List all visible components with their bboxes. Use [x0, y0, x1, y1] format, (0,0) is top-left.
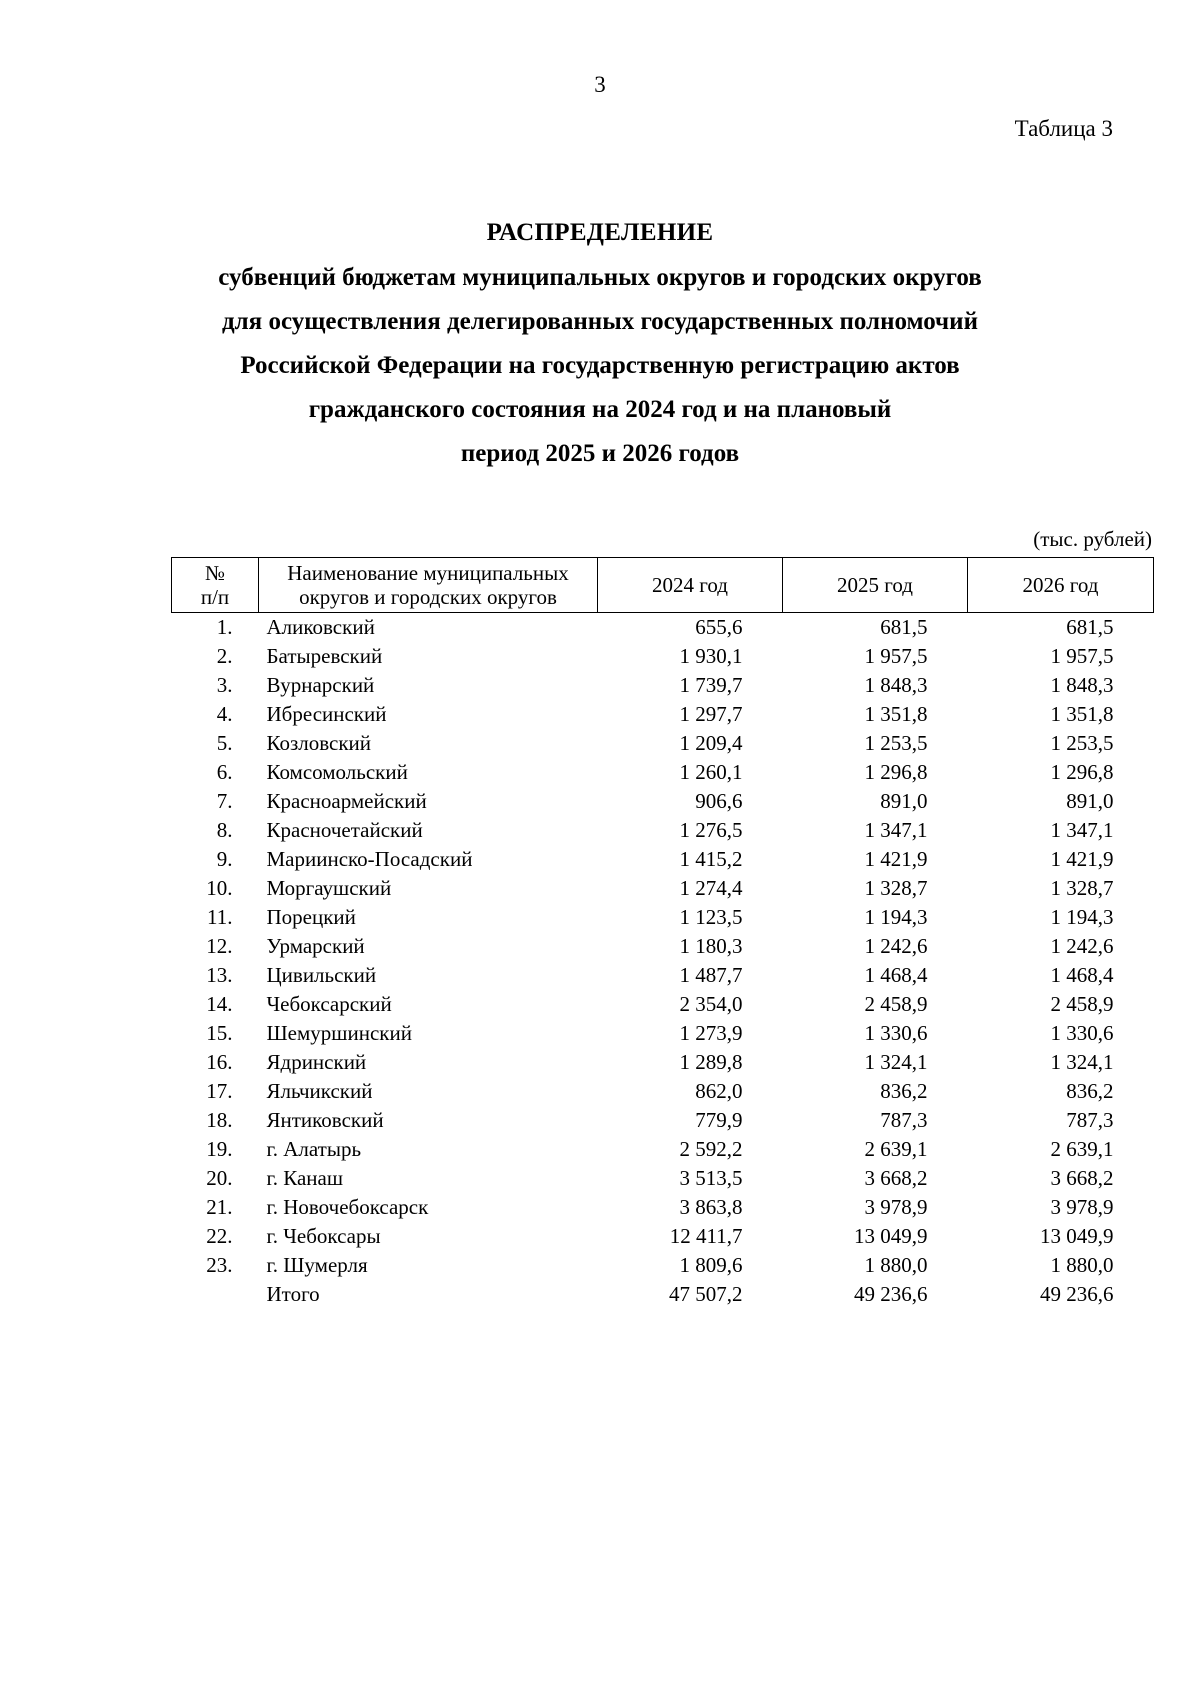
row-name: Порецкий [266, 905, 356, 929]
page-number: 3 [594, 72, 606, 97]
row-value-2026: 891,0 [1066, 789, 1114, 813]
row-value-2026: 1 330,6 [1050, 1021, 1114, 1045]
table-row [172, 729, 1154, 758]
header-name [259, 558, 598, 613]
row-number: 7. [216, 789, 233, 813]
row-value-2026: 49 236,6 [1040, 1282, 1114, 1306]
row-name: Моргаушский [266, 876, 392, 900]
row-value-2026: 787,3 [1066, 1108, 1114, 1132]
table-row [172, 990, 1154, 1019]
row-value-2025: 13 049,9 [854, 1224, 928, 1248]
row-number: 10. [206, 876, 233, 900]
row-value-2026: 1 351,8 [1050, 702, 1114, 726]
subtitle-line: гражданского состояния на 2024 год и на плановый [308, 396, 892, 423]
row-value-2026: 1 296,8 [1050, 760, 1114, 784]
row-name: Ядринский [266, 1050, 367, 1074]
row-value-2025: 1 194,3 [864, 905, 928, 929]
row-value-2026: 3 978,9 [1050, 1195, 1114, 1219]
row-value-2026: 1 324,1 [1050, 1050, 1114, 1074]
row-number: 22. [206, 1224, 233, 1248]
row-name: Аликовский [266, 615, 375, 639]
row-name: г. Чебоксары [266, 1224, 381, 1248]
table-row [172, 613, 1154, 643]
row-name: Итого [266, 1282, 320, 1306]
row-value-2025: 1 957,5 [864, 644, 928, 668]
row-value-2026: 1 328,7 [1050, 876, 1114, 900]
row-number: 19. [206, 1137, 233, 1161]
row-value-2024: 1 415,2 [679, 847, 743, 871]
table-row [172, 642, 1154, 671]
table-row [172, 874, 1154, 903]
row-value-2024: 2 592,2 [679, 1137, 743, 1161]
table-row [172, 1164, 1154, 1193]
row-name: Козловский [266, 731, 372, 755]
row-value-2025: 1 253,5 [864, 731, 928, 755]
row-value-2024: 1 260,1 [679, 760, 743, 784]
table-row [172, 1077, 1154, 1106]
row-name: г. Алатырь [266, 1137, 362, 1161]
row-value-2024: 906,6 [695, 789, 743, 813]
row-value-2024: 47 507,2 [669, 1282, 743, 1306]
row-value-2025: 1 880,0 [864, 1253, 928, 1277]
row-value-2026: 1 242,6 [1050, 934, 1114, 958]
row-value-2024: 862,0 [695, 1079, 743, 1103]
row-name: Урмарский [266, 934, 365, 958]
row-value-2026: 1 468,4 [1050, 963, 1114, 987]
row-value-2026: 2 458,9 [1050, 992, 1114, 1016]
row-value-2026: 1 194,3 [1050, 905, 1114, 929]
row-value-2025: 1 324,1 [864, 1050, 928, 1074]
row-number: 21. [206, 1195, 233, 1219]
row-value-2025: 3 978,9 [864, 1195, 928, 1219]
row-value-2025: 1 242,6 [864, 934, 928, 958]
row-name: Янтиковский [266, 1108, 384, 1132]
row-value-2024: 655,6 [695, 615, 743, 639]
row-value-2024: 12 411,7 [669, 1224, 743, 1248]
row-value-2025: 1 347,1 [864, 818, 928, 842]
row-value-2024: 1 274,4 [679, 876, 743, 900]
row-value-2024: 779,9 [695, 1108, 743, 1132]
table-row [172, 1193, 1154, 1222]
row-number: 16. [206, 1050, 233, 1074]
subtitle-line: период 2025 и 2026 годов [460, 440, 740, 467]
row-value-2025: 2 639,1 [864, 1137, 928, 1161]
row-number: 11. [207, 905, 233, 929]
row-name: Батыревский [266, 644, 383, 668]
row-value-2024: 1 209,4 [679, 731, 743, 755]
row-value-2024: 1 180,3 [679, 934, 743, 958]
document-title: РАСПРЕДЕЛЕНИЕ [486, 219, 714, 246]
row-value-2025: 1 328,7 [864, 876, 928, 900]
row-value-2025: 1 468,4 [864, 963, 928, 987]
row-number: 8. [216, 818, 233, 842]
row-name: Яльчикский [266, 1079, 373, 1103]
header-number [172, 558, 259, 613]
row-number: 14. [206, 992, 233, 1016]
row-value-2024: 1 809,6 [679, 1253, 743, 1277]
row-number: 18. [206, 1108, 233, 1132]
row-value-2026: 1 347,1 [1050, 818, 1114, 842]
row-number: 15. [206, 1021, 233, 1045]
row-number: 4. [216, 702, 233, 726]
row-value-2024: 1 297,7 [679, 702, 743, 726]
row-value-2024: 1 289,8 [679, 1050, 743, 1074]
row-number: 17. [206, 1079, 233, 1103]
units-label: (тыс. рублей) [1033, 527, 1152, 551]
table-row [172, 1019, 1154, 1048]
row-value-2024: 1 930,1 [679, 644, 743, 668]
header-name-line1: Наименование муниципальных [287, 561, 569, 585]
row-value-2026: 3 668,2 [1050, 1166, 1114, 1190]
subtitle-line: для осуществления делегированных государственных полномочий [222, 308, 978, 335]
row-value-2024: 1 273,9 [679, 1021, 743, 1045]
table-row [172, 1048, 1154, 1077]
row-value-2025: 1 421,9 [864, 847, 928, 871]
row-number: 6. [216, 760, 233, 784]
table-row [172, 1106, 1154, 1135]
row-name: Цивильский [266, 963, 377, 987]
row-name: Вурнарский [266, 673, 375, 697]
header-2026: 2026 год [968, 558, 1154, 613]
row-number: 5. [216, 731, 233, 755]
subvention-table [171, 557, 1154, 1309]
row-name: Чебоксарский [266, 992, 392, 1016]
table-label: Таблица 3 [1014, 116, 1113, 141]
row-name: г. Шумерля [266, 1253, 368, 1277]
row-value-2025: 681,5 [880, 615, 928, 639]
table-row [172, 700, 1154, 729]
row-value-2025: 1 330,6 [864, 1021, 928, 1045]
header-number-line2: п/п [200, 585, 230, 609]
row-name: Ибресинский [266, 702, 387, 726]
row-number: 13. [206, 963, 233, 987]
row-value-2025: 2 458,9 [864, 992, 928, 1016]
row-value-2025: 891,0 [880, 789, 928, 813]
row-number: 2. [216, 644, 233, 668]
header-number-line1: № [204, 561, 226, 585]
total-row [172, 1280, 1154, 1309]
row-value-2026: 2 639,1 [1050, 1137, 1114, 1161]
row-value-2025: 49 236,6 [854, 1282, 928, 1306]
table-header [172, 558, 1154, 613]
row-name: г. Новочебоксарск [266, 1195, 429, 1219]
row-value-2026: 681,5 [1066, 615, 1114, 639]
row-value-2026: 1 253,5 [1050, 731, 1114, 755]
row-value-2025: 1 351,8 [864, 702, 928, 726]
table-row [172, 1251, 1154, 1280]
row-value-2024: 1 487,7 [679, 963, 743, 987]
title-block [0, 210, 1200, 476]
row-value-2026: 13 049,9 [1040, 1224, 1114, 1248]
subtitle-line: Российской Федерации на государственную регистрацию актов [240, 352, 960, 379]
table-row [172, 671, 1154, 700]
row-number: 12. [206, 934, 233, 958]
table-row [172, 903, 1154, 932]
header-2024: 2024 год [598, 558, 783, 613]
table-row [172, 961, 1154, 990]
table-row [172, 845, 1154, 874]
table-row [172, 1135, 1154, 1164]
row-value-2024: 2 354,0 [679, 992, 743, 1016]
table-row [172, 932, 1154, 961]
row-number: 1. [216, 615, 233, 639]
table-row [172, 758, 1154, 787]
row-name: Мариинско-Посадский [266, 847, 473, 871]
row-name: Красночетайский [266, 818, 423, 842]
row-name: г. Канаш [266, 1166, 344, 1190]
row-value-2024: 3 513,5 [679, 1166, 743, 1190]
row-number: 23. [206, 1253, 233, 1277]
table-row [172, 1222, 1154, 1251]
row-value-2024: 1 276,5 [679, 818, 743, 842]
row-value-2026: 1 421,9 [1050, 847, 1114, 871]
row-value-2025: 1 296,8 [864, 760, 928, 784]
header-2025: 2025 год [783, 558, 968, 613]
header-name-line2: округов и городских округов [299, 585, 557, 609]
row-value-2024: 1 739,7 [679, 673, 743, 697]
row-value-2026: 1 848,3 [1050, 673, 1114, 697]
row-value-2025: 836,2 [880, 1079, 928, 1103]
subtitle-line: субвенций бюджетам муниципальных округов и городских округов [218, 264, 982, 291]
table-body [172, 613, 1154, 1310]
row-name: Красноармейский [266, 789, 427, 813]
table-row [172, 787, 1154, 816]
row-value-2025: 787,3 [880, 1108, 928, 1132]
row-value-2026: 836,2 [1066, 1079, 1114, 1103]
row-value-2025: 1 848,3 [864, 673, 928, 697]
row-number: 3. [216, 673, 233, 697]
table-row [172, 816, 1154, 845]
row-number [172, 1280, 259, 1309]
row-name: Комсомольский [266, 760, 408, 784]
row-value-2025: 3 668,2 [864, 1166, 928, 1190]
row-value-2026: 1 880,0 [1050, 1253, 1114, 1277]
row-value-2024: 3 863,8 [679, 1195, 743, 1219]
row-number: 9. [216, 847, 233, 871]
row-number: 20. [206, 1166, 233, 1190]
row-value-2024: 1 123,5 [679, 905, 743, 929]
row-name: Шемуршинский [266, 1021, 412, 1045]
row-value-2026: 1 957,5 [1050, 644, 1114, 668]
